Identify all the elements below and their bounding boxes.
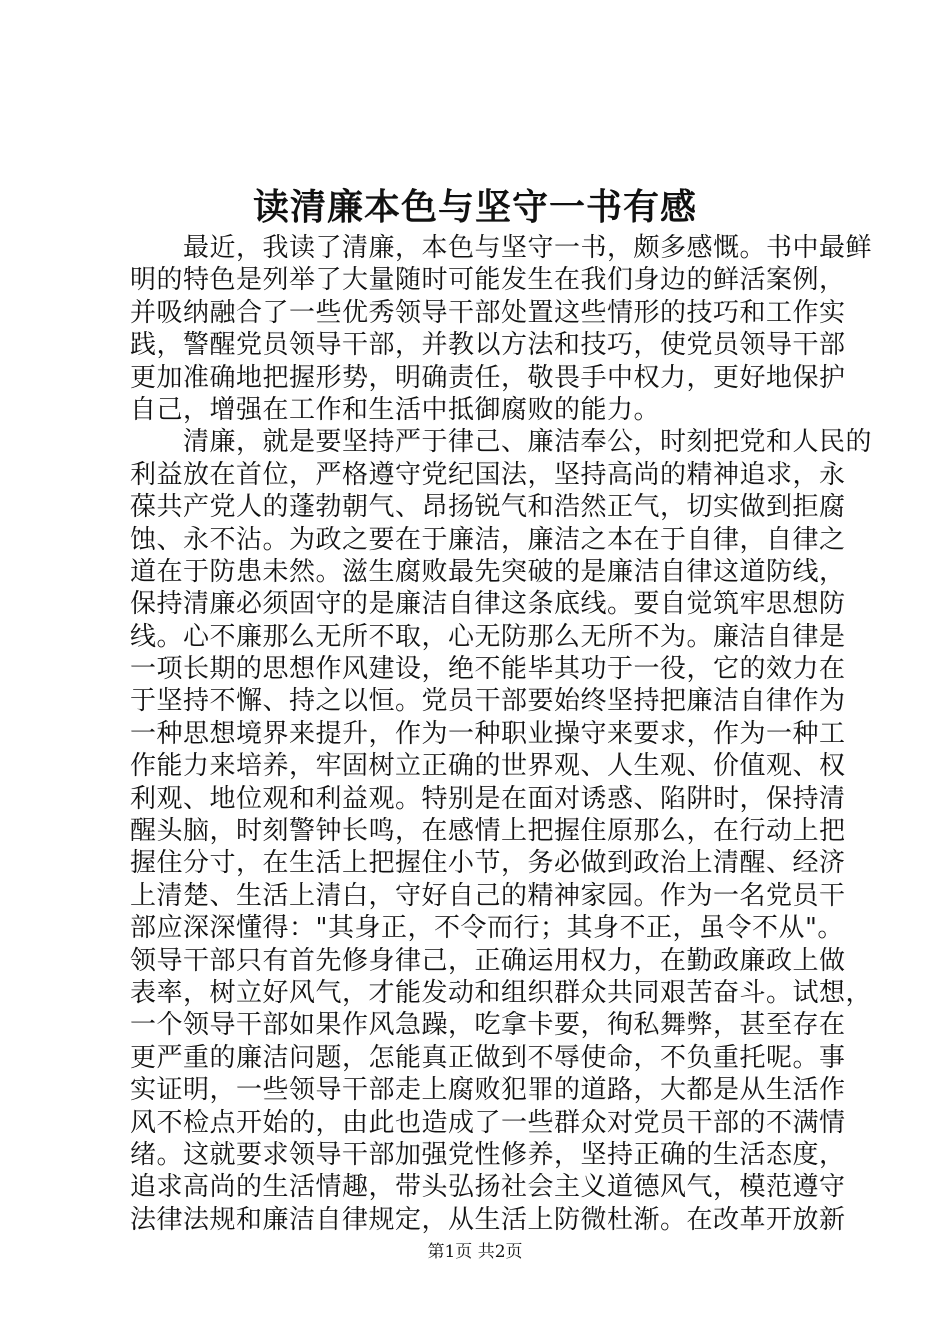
body-line: 并吸纳融合了一些优秀领导干部处置这些情形的技巧和工作实 <box>130 297 846 328</box>
body-line: 葆共产党人的蓬勃朝气、昂扬锐气和浩然正气，切实做到拒腐 <box>130 492 846 523</box>
body-line: 追求高尚的生活情趣，带头弘扬社会主义道德风气，模范遵守 <box>130 1172 846 1203</box>
body-line: 明的特色是列举了大量随时可能发生在我们身边的鲜活案例， <box>130 265 846 296</box>
body-line: 法律法规和廉洁自律规定，从生活上防微杜渐。在改革开放新 <box>130 1204 846 1235</box>
document-body <box>130 232 873 1236</box>
body-line: 道在于防患未然。滋生腐败最先突破的是廉洁自律这道防线， <box>130 556 846 587</box>
body-line: 一项长期的思想作风建设，绝不能毕其功于一役，它的效力在 <box>130 654 846 685</box>
body-line: 上清楚、生活上清白，守好自己的精神家园。作为一名党员干 <box>130 880 846 911</box>
body-line: 于坚持不懈、持之以恒。党员干部要始终坚持把廉洁自律作为 <box>130 686 846 717</box>
body-line: 作能力来培养，牢固树立正确的世界观、人生观、价值观、权 <box>130 751 846 782</box>
body-line: 领导干部只有首先修身律己，正确运用权力，在勤政廉政上做 <box>130 945 846 976</box>
body-line: 践，警醒党员领导干部，并教以方法和技巧，使党员领导干部 <box>130 330 846 361</box>
body-line: 实证明，一些领导干部走上腐败犯罪的道路，大都是从生活作 <box>130 1075 846 1106</box>
body-line: 利益放在首位，严格遵守党纪国法，坚持高尚的精神追求，永 <box>130 459 846 490</box>
body-line: 保持清廉必须固守的是廉洁自律这条底线。要自觉筑牢思想防 <box>130 589 846 620</box>
body-line: 利观、地位观和利益观。特别是在面对诱惑、陷阱时，保持清 <box>130 783 846 814</box>
page-footer: 第1页 共2页 <box>427 1242 523 1262</box>
body-line: 部应深深懂得："其身正，不令而行；其身不正，虽令不从"。 <box>130 913 844 944</box>
body-line: 自己，增强在工作和生活中抵御腐败的能力。 <box>130 394 661 425</box>
body-line: 更严重的廉洁问题，怎能真正做到不辱使命，不负重托呢。事 <box>130 1042 846 1073</box>
body-line: 一种思想境界来提升，作为一种职业操守来要求，作为一种工 <box>130 718 846 749</box>
body-line: 蚀、永不沾。为政之要在于廉洁，廉洁之本在于自律，自律之 <box>130 524 846 555</box>
document-title: 读清廉本色与坚守一书有感 <box>252 186 697 228</box>
body-line: 醒头脑，时刻警钟长鸣，在感情上把握住原那么，在行动上把 <box>130 816 846 847</box>
body-line: 更加准确地把握形势，明确责任，敬畏手中权力，更好地保护 <box>130 362 846 393</box>
body-line: 线。心不廉那么无所不取，心无防那么无所不为。廉洁自律是 <box>130 621 846 652</box>
body-line: 表率，树立好风气，才能发动和组织群众共同艰苦奋斗。试想， <box>130 977 873 1008</box>
body-line: 一个领导干部如果作风急躁，吃拿卡要，徇私舞弊，甚至存在 <box>130 1010 846 1041</box>
body-line: 最近，我读了清廉，本色与坚守一书，颇多感慨。书中最鲜 <box>130 233 873 263</box>
body-line: 握住分寸，在生活上把握住小节，务必做到政治上清醒、经济 <box>130 848 846 879</box>
body-line: 清廉，就是要坚持严于律己、廉洁奉公，时刻把党和人民的 <box>130 427 873 458</box>
body-line: 绪。这就要求领导干部加强党性修养，坚持正确的生活态度， <box>130 1139 846 1170</box>
body-line: 风不检点开始的，由此也造成了一些群众对党员干部的不满情 <box>130 1107 846 1138</box>
